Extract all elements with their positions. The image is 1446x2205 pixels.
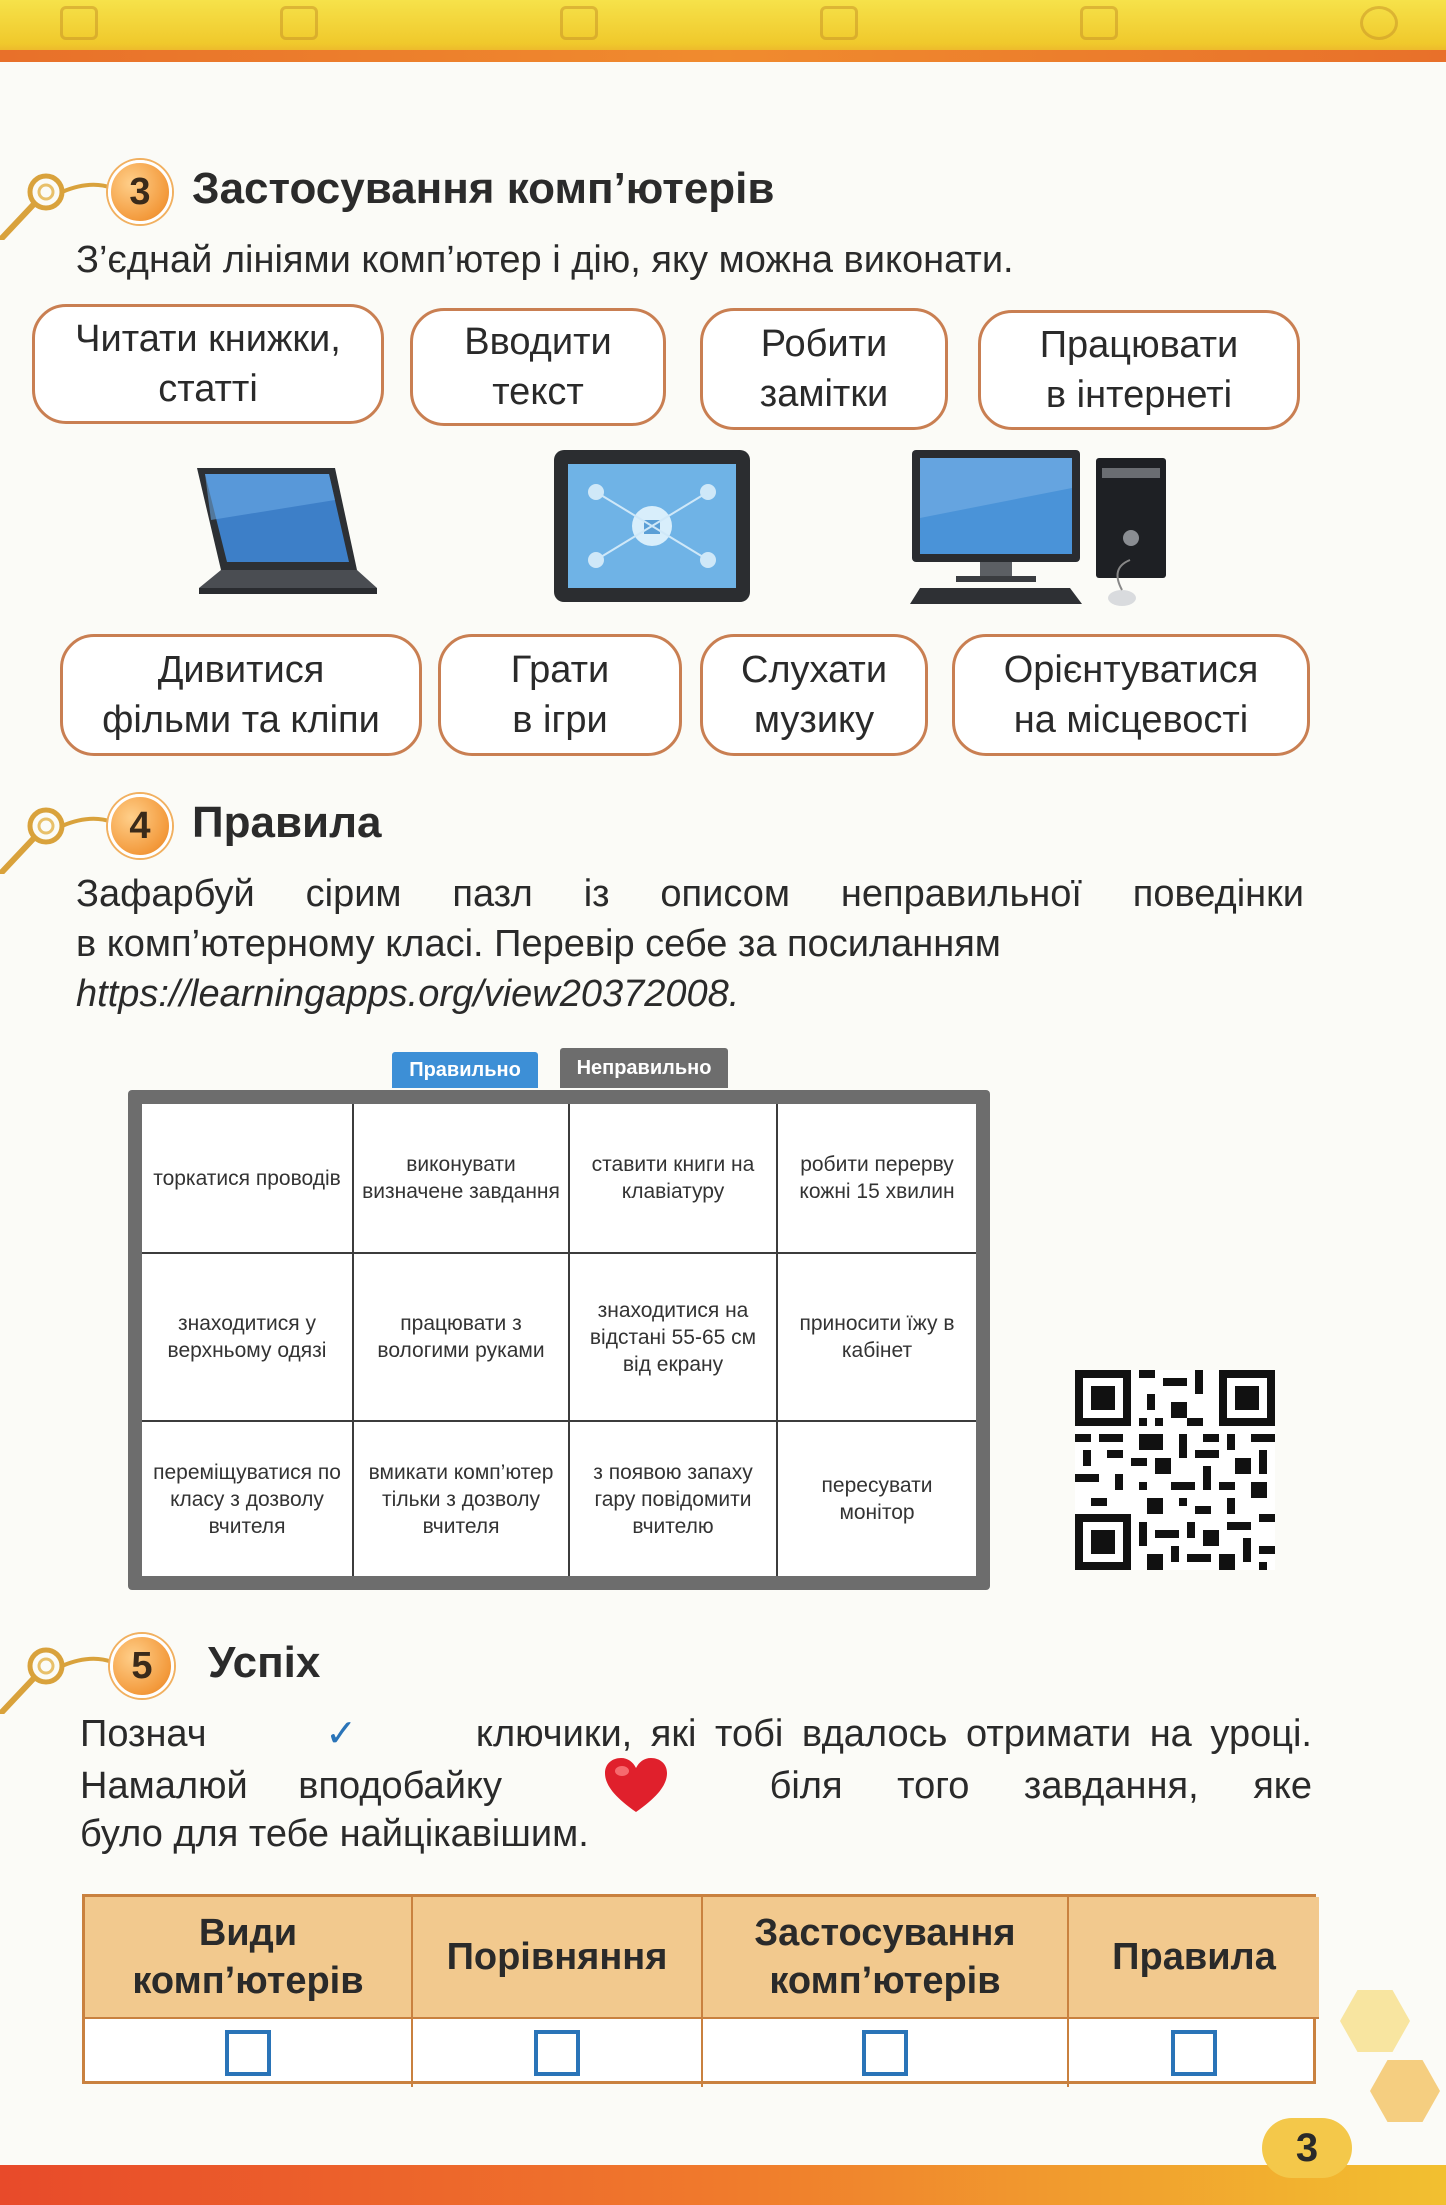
- checkbox-rules[interactable]: [1171, 2030, 1217, 2076]
- header-text: Застосування: [754, 1912, 1016, 1954]
- action-text: Грати: [510, 649, 610, 691]
- action-text: Слухати: [740, 649, 888, 691]
- doodle-icon: [280, 6, 318, 40]
- doodle-icon: [60, 6, 98, 40]
- action-text: в ігри: [512, 699, 608, 741]
- action-box-work-internet[interactable]: [978, 310, 1300, 430]
- section-4-instruction-line-2: в комп’ютерному класі. Перевір себе за посиланням: [76, 923, 1001, 965]
- puzzle-grid: [142, 1104, 976, 1576]
- checkbox-comparison[interactable]: [534, 2030, 580, 2076]
- action-text: Дивитися: [157, 649, 325, 691]
- laptop-icon[interactable]: [185, 460, 380, 600]
- action-text: Робити: [760, 323, 888, 365]
- header-text: Правила: [1112, 1936, 1276, 1978]
- header-text: Види: [198, 1912, 298, 1954]
- doodle-icon: [560, 6, 598, 40]
- puzzle-piece[interactable]: переміщуватися по класу з дозволу вчителя: [142, 1422, 354, 1576]
- key-icon: [0, 1624, 120, 1714]
- action-box-watch-films[interactable]: [60, 634, 422, 756]
- action-text: замітки: [759, 373, 889, 415]
- section-3-instruction: З’єднай лініями комп’ютер і дію, яку можна виконати.: [76, 239, 1014, 281]
- action-text: на місцевості: [1013, 699, 1249, 741]
- action-text: музику: [753, 699, 875, 741]
- puzzle-piece[interactable]: знаходитися на відстані 55-65 см від екрану: [570, 1254, 778, 1422]
- checkbox-types-of-computers[interactable]: [225, 2030, 271, 2076]
- action-text: Вводити: [464, 321, 612, 363]
- section-number-badge: 5: [110, 1634, 174, 1698]
- table-cell: [85, 2019, 413, 2087]
- checkbox-computer-usage[interactable]: [862, 2030, 908, 2076]
- puzzle-board: [128, 1090, 990, 1590]
- action-box-navigate[interactable]: [952, 634, 1310, 756]
- puzzle-piece[interactable]: робити перерву кожні 15 хвилин: [778, 1104, 976, 1254]
- bottom-decorative-strip: [0, 2165, 1446, 2205]
- action-box-play-games[interactable]: [438, 634, 682, 756]
- section-5-heading: [0, 1624, 900, 1714]
- puzzle-piece[interactable]: торкатися проводів: [142, 1104, 354, 1254]
- section-number-badge: 4: [108, 794, 172, 858]
- puzzle-piece[interactable]: виконувати визначене завдання: [354, 1104, 570, 1254]
- globe-doodle-icon: [1360, 6, 1398, 40]
- header-text: комп’ютерів: [769, 1960, 1001, 2002]
- page-number: 3: [1262, 2118, 1352, 2178]
- tablet-icon[interactable]: [552, 448, 752, 604]
- puzzle-piece[interactable]: ставити книги на клавіатуру: [570, 1104, 778, 1254]
- table-header: [85, 1897, 413, 2019]
- header-text: Порівняння: [446, 1936, 668, 1978]
- section-title: Успіх: [208, 1638, 321, 1687]
- tab-incorrect[interactable]: Неправильно: [560, 1048, 728, 1088]
- section-5-instruction-line-1: [80, 1708, 1312, 1760]
- action-box-read-books[interactable]: [32, 304, 384, 424]
- action-text: Читати книжки,: [75, 318, 341, 360]
- table-cell: [1069, 2019, 1319, 2087]
- key-icon: [0, 150, 120, 240]
- action-box-listen-music[interactable]: [700, 634, 928, 756]
- tab-correct[interactable]: Правильно: [392, 1052, 538, 1088]
- puzzle-piece[interactable]: приносити їжу в кабінет: [778, 1254, 976, 1422]
- desktop-computer-icon[interactable]: [910, 448, 1170, 608]
- key-icon: [0, 784, 120, 874]
- table-cell: [413, 2019, 703, 2087]
- table-header: [703, 1897, 1069, 2019]
- hexagon-decoration: [1340, 1990, 1410, 2052]
- action-box-enter-text[interactable]: [410, 308, 666, 426]
- section-3-heading: [0, 150, 900, 240]
- action-text: статті: [158, 368, 258, 410]
- header-text: комп’ютерів: [132, 1960, 364, 2002]
- action-text: фільми та кліпи: [102, 699, 380, 741]
- chart-doodle-icon: [1080, 6, 1118, 40]
- action-box-make-notes[interactable]: [700, 308, 948, 430]
- text-fragment: Намалюй вподобайку: [80, 1765, 502, 1807]
- section-4-heading: [0, 784, 900, 874]
- puzzle-piece[interactable]: з появою запаху гару повідомити вчителю: [570, 1422, 778, 1576]
- action-text: Орієнтуватися: [1003, 649, 1259, 691]
- section-title: Правила: [192, 798, 382, 847]
- top-decorative-strip: [0, 0, 1446, 62]
- section-number-badge: 3: [108, 160, 172, 224]
- puzzle-piece[interactable]: пересувати монітор: [821, 1474, 933, 1524]
- puzzle-piece[interactable]: знаходитися у верхньому одязі: [142, 1254, 354, 1422]
- action-text: Працювати: [1039, 324, 1239, 366]
- table-cell: [703, 2019, 1069, 2087]
- text-fragment: біля того завдання, яке: [769, 1765, 1312, 1807]
- text-fragment: Познач: [80, 1713, 207, 1755]
- section-5-instruction-line-3: було для тебе найцікавішим.: [80, 1813, 589, 1855]
- table-header: [1069, 1897, 1319, 2019]
- strip-edge: [0, 50, 1446, 62]
- heart-icon: [605, 1758, 667, 1814]
- action-text: в інтернеті: [1045, 374, 1233, 416]
- text-fragment: ключики, які тобі вдалось отримати на уроці.: [475, 1713, 1312, 1755]
- puzzle-piece[interactable]: працювати з вологими руками: [354, 1254, 570, 1422]
- section-5-instruction-line-2: [80, 1758, 1312, 1814]
- action-text: текст: [492, 371, 584, 413]
- section-4-instruction-line-1: Зафарбуй сірим пазл із описом неправильної поведінки: [76, 873, 1304, 915]
- learningapps-link[interactable]: https://learningapps.org/view20372008.: [76, 973, 740, 1015]
- table-header: [413, 1897, 703, 2019]
- checkmark-icon: ✓: [325, 1713, 358, 1755]
- hexagon-decoration: [1370, 2060, 1440, 2122]
- qr-code-icon[interactable]: [1075, 1370, 1275, 1570]
- puzzle-piece[interactable]: вмикати комп’ютер тільки з дозволу вчителя: [354, 1422, 570, 1576]
- laptop-doodle-icon: [820, 6, 858, 40]
- section-title: Застосування комп’ютерів: [192, 164, 775, 213]
- success-table: [82, 1894, 1316, 2084]
